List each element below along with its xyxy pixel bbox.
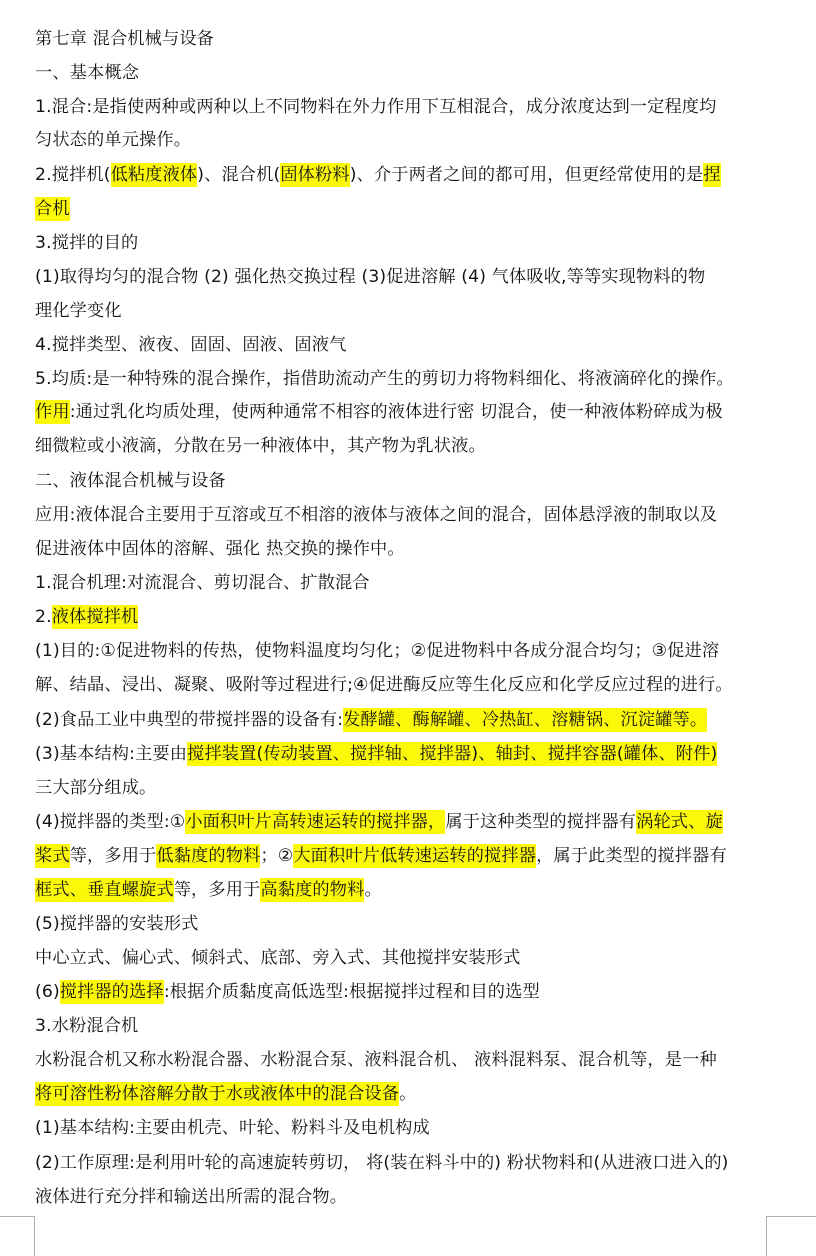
text-line	[35, 27, 775, 51]
text-run: 等，多用于	[69, 846, 157, 866]
text-run: 解、结晶、浸出、凝聚、吸附等过程进行;④促进酶反应等生化反应和化学反应过程的进行。	[35, 675, 733, 695]
text-line	[35, 197, 775, 221]
text-run: 促进液体中固体的溶解、强化 热交换的操作中。	[35, 539, 405, 559]
text-line	[35, 333, 775, 357]
text-run: 一、基本概念	[35, 63, 140, 83]
text-run: 匀状态的单元操作。	[35, 130, 192, 150]
text-run: (2)食品工业中典型的带搅拌器的设备有:	[35, 710, 344, 730]
text-line	[35, 1151, 775, 1175]
text-run: 属于这种类型的搅拌器有	[445, 812, 637, 832]
text-run: 水粉混合机又称水粉混合器、水粉混合泵、液料混合机、 液料混料泵、混合机等，是一种	[35, 1050, 717, 1070]
text-run: (3)基本结构:主要由	[35, 744, 188, 764]
text-line	[35, 231, 775, 255]
text-run: 。	[364, 880, 382, 900]
text-run: 3.搅拌的目的	[35, 233, 139, 253]
text-run: 二、液体混合机械与设备	[35, 471, 226, 491]
text-run: 细微粒或小液滴，分散在另一种液体中，其产物为乳状液。	[35, 436, 486, 456]
highlighted-text: 高黏度的物料	[260, 880, 365, 900]
text-run: :根据介质黏度高低选型:根据搅拌过程和目的选型	[163, 982, 540, 1002]
page-corner-mark-left-v	[0, 1216, 35, 1256]
text-line	[35, 1116, 775, 1140]
text-line	[35, 571, 775, 595]
text-run: (1)取得均匀的混合物 (2) 强化热交换过程 (3)促进溶解 (4) 气体吸收,等等实现物料的物	[35, 267, 706, 287]
text-line	[35, 673, 775, 697]
highlighted-text: 小面积叶片高转速运转的搅拌器，	[185, 812, 446, 832]
text-line	[35, 1185, 775, 1209]
text-run: 3.水粉混合机	[35, 1016, 139, 1036]
text-line	[35, 810, 775, 834]
text-run: (5)搅拌器的安装形式	[35, 914, 199, 934]
text-run: 等，多用于	[173, 880, 261, 900]
highlighted-text: 低黏度的物料	[156, 846, 261, 866]
text-run: 1.混合机理:对流混合、剪切混合、扩散混合	[35, 573, 370, 593]
text-line	[35, 128, 775, 152]
text-line	[35, 878, 775, 902]
text-run: 三大部分组成。	[35, 778, 157, 798]
text-run: 理化学变化	[35, 301, 122, 321]
text-line	[35, 742, 775, 766]
text-line	[35, 980, 775, 1004]
text-run: )、混合机(	[197, 165, 281, 185]
page-corner-mark-right-v	[766, 1216, 816, 1256]
text-run: :通过乳化均质处理，使两种通常不相容的液体进行密 切混合，使一种液体粉碎成为极	[69, 402, 723, 422]
highlighted-text: 固体粉料	[280, 165, 350, 185]
text-run: 5.均质:是一种特殊的混合操作，指借助流动产生的剪切力将物料细化、将液滴碎化的操作。	[35, 369, 734, 389]
text-run: 4.搅拌类型、液夜、固固、固液、固液气	[35, 335, 347, 355]
highlighted-text: 框式、垂直螺旋式	[35, 880, 174, 900]
text-line	[35, 61, 775, 85]
text-run: (6)	[35, 982, 60, 1002]
highlighted-text: 搅拌器的选择	[59, 982, 164, 1002]
highlighted-text: 将可溶性粉体溶解分散于水或液体中的混合设备	[35, 1084, 400, 1104]
text-run: 。	[399, 1084, 417, 1104]
text-run: (2)工作原理:是利用叶轮的高速旋转剪切， 将(装在料斗中的) 粉状物料和(从进液口进入的)	[35, 1153, 729, 1173]
highlighted-text: 作用	[35, 402, 70, 422]
text-run: ；②	[260, 846, 294, 866]
highlighted-text: 液体搅拌机	[51, 607, 139, 627]
text-run: )、介于两者之间的都可用，但更经常使用的是	[349, 165, 704, 185]
text-run: ，属于此类型的搅拌器有	[536, 846, 727, 866]
text-line	[35, 95, 775, 119]
highlighted-text: 合机	[35, 199, 70, 219]
highlighted-text: 桨式	[35, 846, 70, 866]
text-run: 2.搅拌机(	[35, 165, 111, 185]
text-line	[35, 400, 775, 424]
text-line	[35, 946, 775, 970]
text-line	[35, 537, 775, 561]
text-line	[35, 776, 775, 800]
text-run: (1)目的:①促进物料的传热，使物料温度均匀化；②促进物料中各成分混合均匀；③促进溶	[35, 641, 720, 661]
text-line	[35, 1014, 775, 1038]
text-run: 1.混合:是指使两种或两种以上不同物料在外力作用下互相混合，成分浓度达到一定程度均	[35, 97, 717, 117]
highlighted-text: 低粘度液体	[110, 165, 198, 185]
text-line	[35, 503, 775, 527]
highlighted-text: 涡轮式、旋	[636, 812, 723, 832]
text-line	[35, 367, 775, 391]
text-line	[35, 912, 775, 936]
text-line	[35, 163, 775, 187]
text-run: 应用:液体混合主要用于互溶或互不相溶的液体与液体之间的混合，固体悬浮液的制取以及	[35, 505, 718, 525]
highlighted-text: 搅拌装置(传动装置、搅拌轴、搅拌器)、轴封、搅拌容器(罐体、附件)	[187, 744, 718, 764]
text-line	[35, 1048, 775, 1072]
text-line	[35, 434, 775, 458]
text-line	[35, 265, 775, 289]
text-line	[35, 844, 775, 868]
text-line	[35, 605, 775, 629]
text-run: 液体进行充分拌和输送出所需的混合物。	[35, 1187, 348, 1207]
text-run: 中心立式、偏心式、倾斜式、底部、旁入式、其他搅拌安装形式	[35, 948, 521, 968]
text-run: (1)基本结构:主要由机壳、叶轮、粉料斗及电机构成	[35, 1118, 430, 1138]
text-line	[35, 469, 775, 493]
highlighted-text: 大面积叶片低转速运转的搅拌器	[293, 846, 537, 866]
text-run: (4)搅拌器的类型:①	[35, 812, 186, 832]
text-line	[35, 639, 775, 663]
highlighted-text: 捏	[703, 165, 721, 185]
text-line	[35, 1082, 775, 1106]
highlighted-text: 发酵罐、酶解罐、冷热缸、溶糖锅、沉淀罐等。	[343, 710, 708, 730]
text-line	[35, 299, 775, 323]
text-run: 第七章 混合机械与设备	[35, 29, 214, 49]
text-line	[35, 708, 775, 732]
text-run: 2.	[35, 607, 52, 627]
